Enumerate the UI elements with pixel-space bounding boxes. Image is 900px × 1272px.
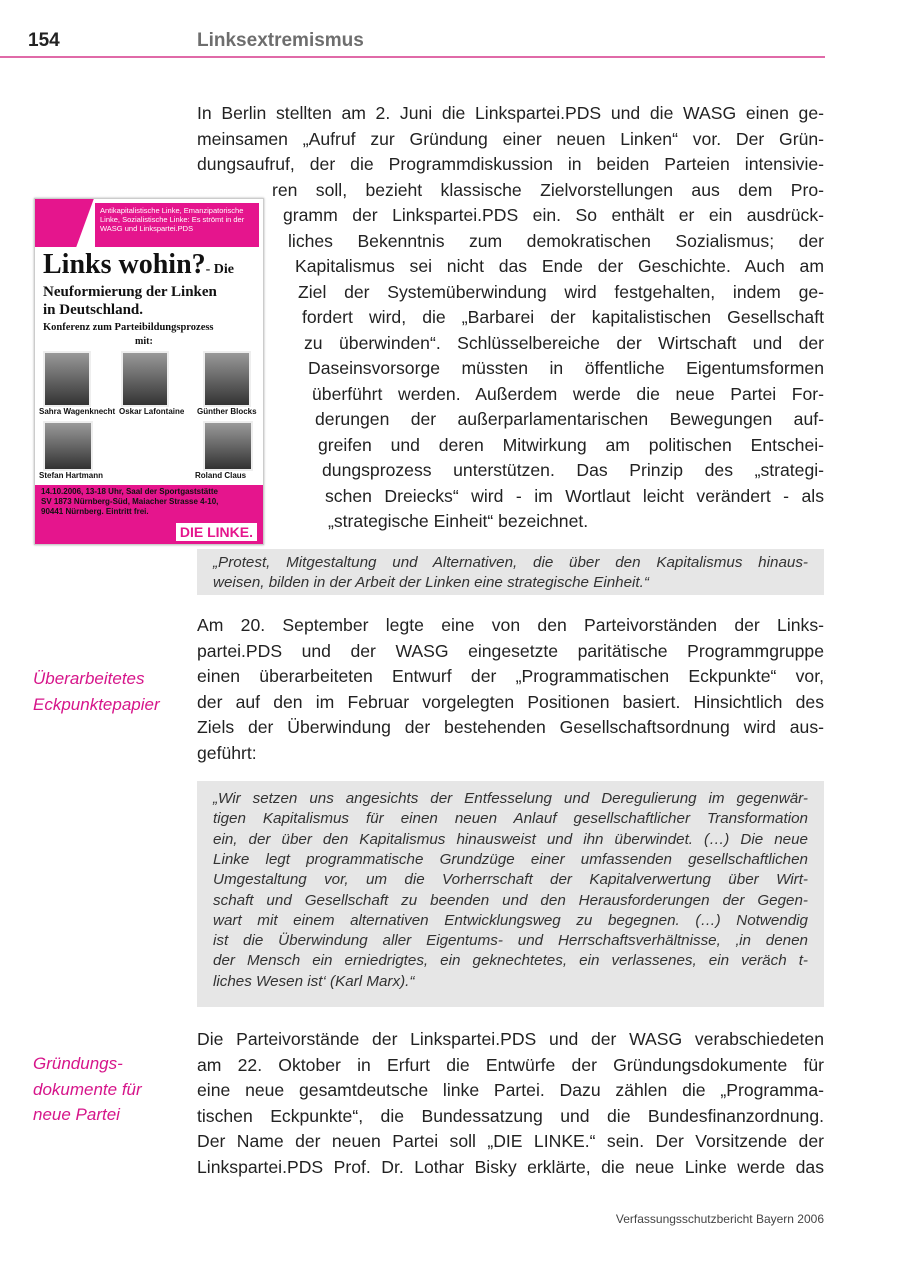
photo-wagenknecht <box>43 351 91 407</box>
text-line: am 22. Oktober in Erfurt die Entwürfe der Gründungsdokumente für <box>197 1054 824 1075</box>
page-footer: Verfassungsschutzbericht Bayern 2006 <box>615 1212 824 1226</box>
text-line: gramm der Linkspartei.PDS ein. So enthält er ein ausdrück- <box>283 205 824 225</box>
text-line: Ziels der Überwindung der bestehenden Gesellschaftsordnung wird aus- <box>197 717 824 737</box>
side-note-eckpunktepapier <box>33 666 160 717</box>
poster-name: Günther Blocks <box>197 407 257 416</box>
side-note-gruendungsdokumente <box>33 1051 142 1128</box>
quote-box-1 <box>197 549 824 595</box>
text-line: In Berlin stellten am 2. Juni die Linkspartei.PDS und die WASG einen ge- <box>197 103 824 123</box>
text-line: geführt: <box>197 742 257 763</box>
side-note-line: Gründungs- <box>33 1054 123 1073</box>
poster-subtitle3: Konferenz zum Parteibildungsprozess <box>43 322 214 333</box>
text-line: schen Dreiecks“ wird - im Wortlaut leicht verändert - als <box>325 485 824 506</box>
text-line: greifen und deren Mitwirkung am politischen Entschei- <box>318 434 824 455</box>
poster-name: Stefan Hartmann <box>39 471 104 480</box>
text-line: Der Name der neuen Partei soll „DIE LINKE.“ sein. Der Vorsitzende der <box>197 1131 824 1151</box>
side-note-line: Eckpunktepapier <box>33 694 160 714</box>
text-line: dungsprozess unterstützen. Das Prinzip des „strategi- <box>322 460 824 480</box>
poster-info-line: SV 1873 Nürnberg-Süd, Maiacher Strasse 4-10, <box>41 497 219 506</box>
text-line: tischen Eckpunkte“, die Bundessatzung und die Bundesfinanzordnung. <box>197 1105 824 1126</box>
poster-info-line: 14.10.2006, 13-18 Uhr, Saal der Sportgaststätte <box>41 487 218 496</box>
text-line: dungsaufruf, der die Programmdiskussion in beiden Parteien intensivie- <box>197 154 824 174</box>
side-note-line: Überarbeitetes <box>33 669 145 688</box>
text-line: der Mensch ein erniedrigtes, ein geknechtetes, ein verlassenes, ein veräch t- <box>213 952 808 970</box>
text-line: meinsamen „Aufruf zur Gründung einer neuen Linken“ vor. Der Grün- <box>197 128 824 149</box>
text-line: derungen der außerparlamentarischen Bewegungen auf- <box>315 409 824 429</box>
text-line: Umgestaltung vor, um die Vorherrschaft der Kapitalverwertung über Wirt- <box>213 871 808 889</box>
side-note-line: neue Partei <box>33 1105 120 1124</box>
quote-box-2 <box>197 781 824 1007</box>
header-rule <box>0 56 825 58</box>
text-line: ist die Überwindung aller Eigentums- und Herrschaftsverhältnisse, ‚in denen <box>213 932 808 950</box>
poster-subtitle2: in Deutschland. <box>43 302 144 318</box>
text-line: Daseinsvorsorge müssten in öffentliche Eigentumsformen <box>308 358 824 378</box>
poster-name: Oskar Lafontaine <box>119 407 185 416</box>
poster-info <box>41 487 218 517</box>
text-line: ren soll, bezieht klassische Zielvorstellungen aus dem Pro- <box>272 179 824 200</box>
die-linke-logo: DIE LINKE. <box>176 523 257 541</box>
text-line: einen überarbeiteten Entwurf der „Programmatischen Eckpunkte“ vor, <box>197 666 824 686</box>
poster-title <box>43 249 234 286</box>
poster-subtitle1: Neuformierung der Linken <box>43 284 217 300</box>
poster-title-suffix: - Die <box>205 262 235 277</box>
text-line: Linkspartei.PDS Prof. Dr. Lothar Bisky erklärte, die neue Linke werde das <box>197 1156 824 1177</box>
poster-top-text: Antikapitalistische Linke, Emanzipatorische Linke, Sozialistische Linke: Es strömt in der WASG und Linkspartei.PDS <box>95 203 259 247</box>
poster-image <box>34 198 264 545</box>
text-line: „Protest, Mitgestaltung und Alternativen, die über den Kapitalismus hinaus- <box>213 554 808 571</box>
page-number: 154 <box>28 30 60 51</box>
text-line: überführt werden. Außerdem werde die neue Partei For- <box>312 383 824 404</box>
poster-name: Sahra Wagenknecht <box>39 407 116 416</box>
text-line: tigen Kapitalismus für einen neuen Anlauf gesellschaftlicher Transformation <box>213 810 808 828</box>
text-line: zu überwinden“. Schlüsselbereiche der Wirtschaft und der <box>304 332 824 353</box>
chapter-title: Linksextremismus <box>197 30 364 51</box>
photo-claus <box>203 421 253 471</box>
text-line: ein, der über den Kapitalismus hinausweist und ihn überwindet. (…) Die neue <box>213 830 808 848</box>
text-line: schaft und Gesellschaft zu beenden und den Herausforderungen der Gegen- <box>213 891 808 909</box>
text-line: Linke legt programmatische Grundzüge einer umfassenden gesellschaftlichen <box>213 850 808 868</box>
poster-title-text: Links wohin? <box>43 249 206 280</box>
poster-name: Roland Claus <box>195 471 247 480</box>
text-line: Kapitalismus sei nicht das Ende der Geschichte. Auch am <box>295 256 824 276</box>
text-line: Die Parteivorstände der Linkspartei.PDS und der WASG verabschiedeten <box>197 1029 824 1049</box>
text-line: eine neue gesamtdeutsche linke Partei. Dazu zählen die „Programma- <box>197 1080 824 1100</box>
side-note-line: dokumente für <box>33 1079 142 1099</box>
poster-pink-shape <box>34 199 94 247</box>
text-line: „strategische Einheit“ bezeichnet. <box>328 511 589 531</box>
photo-blocks <box>203 351 251 407</box>
poster-with: mit: <box>135 336 153 347</box>
text-line: Am 20. September legte eine von den Parteivorständen der Links- <box>197 615 824 635</box>
text-line: partei.PDS und der WASG eingesetzte paritätische Programmgruppe <box>197 640 824 661</box>
text-line: „Wir setzen uns angesichts der Entfesselung und Deregulierung im gegenwär- <box>213 790 808 807</box>
text-line: fordert wird, die „Barbarei der kapitalistischen Gesellschaft <box>302 307 824 327</box>
text-line: liches Wesen ist‘ (Karl Marx).“ <box>213 972 415 990</box>
photo-lafontaine <box>121 351 169 407</box>
text-line: liches Bekenntnis zum demokratischen Sozialismus; der <box>288 230 824 251</box>
photo-hartmann <box>43 421 93 471</box>
text-line: der auf den im Februar vorgelegten Positionen basiert. Hinsichtlich des <box>197 691 824 712</box>
text-line: wart mit einem alternativen Entwicklungsweg zu begegnen. (…) Notwendig <box>213 911 808 929</box>
text-line: Ziel der Systemüberwindung wird festgehalten, indem ge- <box>298 281 824 302</box>
text-line: weisen, bilden in der Arbeit der Linken eine strategische Einheit.“ <box>213 573 649 591</box>
poster-info-line: 90441 Nürnberg. Eintritt frei. <box>41 507 149 516</box>
